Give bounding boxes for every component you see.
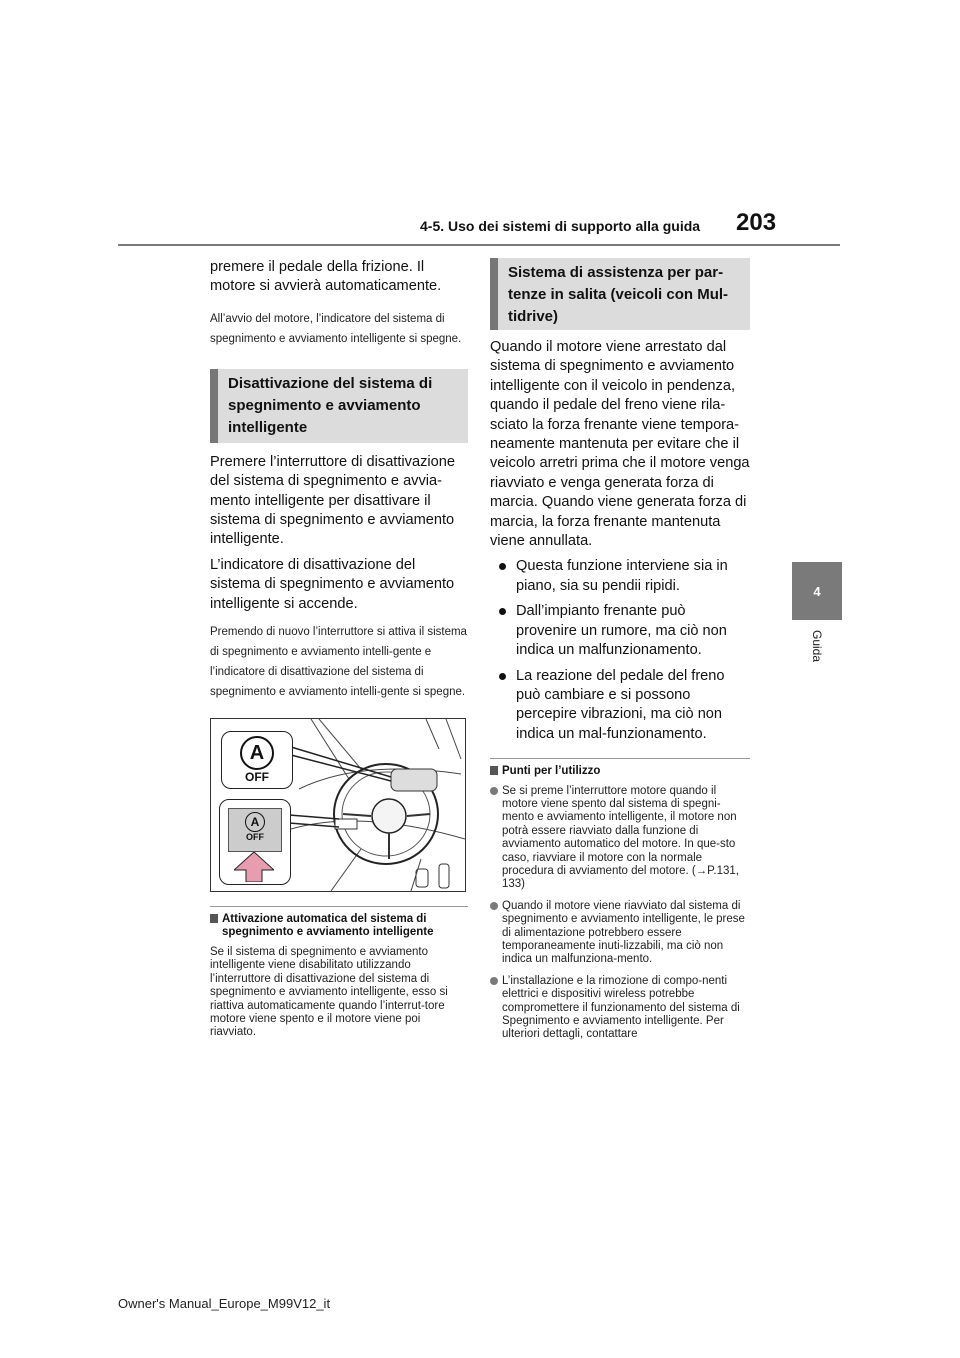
bullet-text: Questa funzione interviene sia in piano, sia su pendii ripidi. [516, 558, 728, 594]
section-divider [210, 906, 468, 907]
tip-dot-icon [490, 787, 498, 795]
right-column [490, 258, 750, 1050]
bullet-item [490, 602, 750, 660]
paragraph-indicator-on: L’indicatore di disattivazione del sistema di spegnimento e avviamento intelligente si accende. [210, 556, 455, 612]
bullet-dot-icon [499, 673, 506, 680]
section-title: 4-5. Uso dei sistemi di supporto alla guida [420, 218, 701, 234]
indicator-off-text: OFF [245, 770, 269, 785]
heading-disable-system: Disattivazione del sistema di spegnimento e avviamento intelligente [210, 369, 468, 443]
heading-hill-start-assist: Sistema di assistenza per par-tenze in salita (veicoli con Mul-tidrive) [490, 258, 750, 330]
auto-stop-off-switch[interactable] [228, 808, 282, 852]
note-reactivate: Premendo di nuovo l’interruttore si attiva il sistema di spegnimento e avviamento intelli-gente e l’indicatore di disattivazione del sistema di spegnimento e avviamento intelli-gente si spegne. [210, 626, 467, 699]
subsection-title [210, 913, 468, 940]
tip-item [490, 900, 750, 967]
tip-item [490, 975, 750, 1042]
page-number: 203 [736, 209, 777, 236]
tip-text: Se si preme l’interruttore motore quando il motore viene spento dal sistema di spegni-mento e avviamento intelligente, il motore non potrà essere riavviato dalla funzione di avviamento automatico del motore. In que-sto caso, riavviare il motore con la normale procedura di avviamento del motore. (→P.131, 133) [502, 784, 739, 891]
paragraph-hill-start: Quando il motore viene arrestato dal sistema di spegnimento e avviamento intelligente con il veicolo in pendenza, quando il pedale del freno viene rila-sciato la forza frenante viene tempora-neamente mantenuta per evitare che il veicolo arretri prima che il motore venga riavviato e venga generata forza di marcia. Quando viene generata forza di marcia, la forza frenante mantenuta viene annullata. [490, 339, 750, 550]
footer-manual-id: Owner's Manual_Europe_M99V12_it [118, 1296, 331, 1311]
press-arrow-icon [234, 852, 274, 882]
tips-title-text: Punti per l’utilizzo [502, 765, 601, 778]
switch-auto-icon [245, 812, 265, 832]
left-column [210, 258, 468, 1046]
tip-dot-icon [490, 902, 498, 910]
tip-item [490, 785, 750, 892]
intro-note: All’avvio del motore, l’indicatore del sistema di spegnimento e avviamento intelligente si spegne. [210, 312, 462, 345]
switch-letter: A [250, 815, 260, 830]
paragraph-disable-instructions: Premere l’interruttore di disattivazione del sistema di spegnimento e avvia-mento intelligente per disattivare il sistema di spegnimento e avviamento intelligente. [210, 453, 455, 548]
tips-title [490, 765, 750, 778]
chapter-label: Guida [810, 630, 824, 663]
auto-stop-off-indicator-icon [240, 736, 274, 770]
square-bullet-icon [210, 914, 218, 923]
subsection-title-text: Attivazione automatica del sistema di spegnimento e avviamento intelligente [222, 913, 434, 939]
bullet-dot-icon [499, 563, 506, 570]
tip-text: Quando il motore viene riavviato dal sistema di spegnimento e avviamento intelligente, le prese di alimentazione potrebbero essere temporaneamente inuti-lizzabili, ma ciò non indica un malfunziona-mento. [502, 899, 745, 966]
chapter-tab[interactable]: 4 [792, 562, 842, 620]
tip-text: L’installazione e la rimozione di compo-nenti elettrici e dispositivi wireless potrebbe compromettere il funzionamento del sistema di Spegnimento e avviamento intelligente. Per ulteriori dettagli, contattare [502, 974, 740, 1041]
switch-callout [219, 799, 291, 885]
bullet-text: Dall’impianto frenante può provenire un rumore, ma ciò non indica un malfunzionamento. [516, 603, 727, 659]
bullet-dot-icon [499, 608, 506, 615]
switch-off-text: OFF [246, 832, 264, 843]
tip-dot-icon [490, 977, 498, 985]
header-rule [118, 244, 840, 246]
dashboard-illustration [210, 718, 466, 892]
bullet-text: La reazione del pedale del freno può cambiare e si possono percepire vibrazioni, ma ciò non indica un mal-funzionamento. [516, 667, 725, 742]
intro-text: premere il pedale della frizione. Il motore si avvierà automaticamente. [210, 259, 442, 295]
subsection-text: Se il sistema di spegnimento e avviamento intelligente viene disabilitato utilizzando l’interruttore di disattivazione del sistema di spegnimento e avviamento intelligente, esso si riattiva automaticamente quando l’interrut-tore motore viene spento e il motore viene poi riavviato. [210, 945, 448, 1039]
indicator-callout [221, 731, 293, 789]
square-bullet-icon [490, 766, 498, 775]
bullet-item [490, 667, 750, 745]
tips-divider [490, 758, 750, 759]
indicator-letter: A [249, 742, 265, 765]
bullet-item [490, 557, 750, 596]
